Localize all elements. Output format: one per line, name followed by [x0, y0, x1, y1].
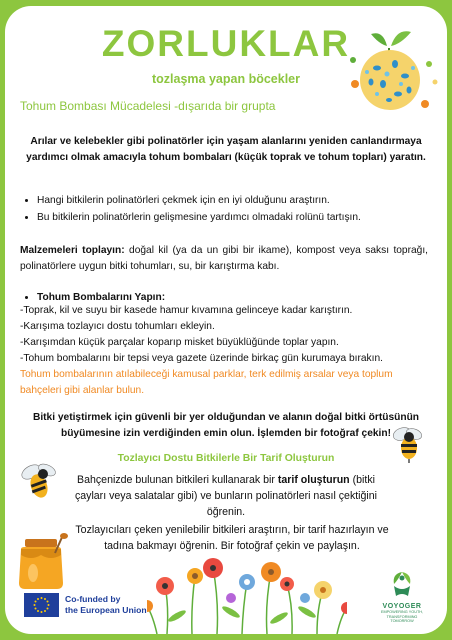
page-title: ZORLUKLAR	[101, 23, 351, 64]
eu-cofunded-logo	[24, 593, 147, 617]
materials-text: doğal kil (ya da un gibi bir ikame), kompost veya saksı toprağı, polinatörlere uygun bitki tohumları, su, bir karıştırma kabı.	[20, 245, 428, 272]
materials-label: Malzemeleri toplayın:	[20, 245, 125, 256]
list-item: • Bu bitkilerin polinatörlerin gelişmesine yardımcı olmadaki rolünü tartışın.	[37, 209, 437, 226]
step-item: -Tohum bombalarını bir tepsi veya gazete üzerinde birkaç gün kurumaya bırakın.	[20, 353, 383, 364]
partner-name: VOYOGER	[382, 603, 422, 610]
materials-paragraph	[20, 243, 428, 275]
step-item: -Karışıma tozlayıcı dostu tohumları ekleyin.	[20, 321, 215, 332]
step-item: -Karışımdan küçük parçalar koparıp misket büyüklüğünde toplar yapın.	[20, 337, 339, 348]
location-note: Tohum bombalarının atılabileceği kamusal parklar, terk edilmiş arsalar veya toplum bahçeleri gibi alanlar bulun.	[20, 369, 393, 396]
make-steps	[20, 303, 432, 399]
section-heading: Tohum Bombası Mücadelesi -dışarıda bir grupta	[20, 99, 276, 113]
partner-tagline: EMPOWERING YOUTH, TRANSFORMING TOMORROW	[380, 610, 424, 623]
honey-jar-icon	[13, 533, 73, 593]
eu-flag-icon	[24, 593, 59, 617]
eu-line-2: the European Union	[65, 605, 147, 615]
make-heading: • Tohum Bombalarını Yapın:	[37, 289, 437, 306]
recipe-heading: Tozlayıcı Dostu Bitkilerle Bir Tarif Oluşturun	[117, 453, 335, 464]
recipe-paragraph-2: Tozlayıcıları çeken yenilebilir bitkileri araştırın, bir tarif hazırlayın ve tadına bakmayı öğrenin. Bir fotoğraf çekin ve paylaşın.	[75, 524, 389, 552]
eu-text	[65, 594, 147, 616]
page-subtitle: tozlaşma yapan böcekler	[152, 72, 300, 86]
worksheet-card	[5, 6, 447, 634]
intro-text: Arılar ve kelebekler gibi polinatörler için yaşam alanlarını yeniden canlandırmaya yardımcı olmak amacıyla tohum bombaları (küçük toprak ve tohum topları) yaratın.	[26, 136, 426, 163]
safety-text: Bitki yetiştirmek için güvenli bir yer olduğundan ve alanın doğal bitki örtüsünün büyümesine izin verdiğinden emin olun. İşlemden bir fotoğraf çekin!	[32, 412, 420, 439]
recipe-text-bold: tarif oluşturun	[277, 474, 350, 486]
seed-bomb-illustration	[343, 24, 443, 114]
research-list	[17, 192, 437, 226]
bee-icon	[17, 460, 61, 502]
recipe-text-pre: Bahçenizde bulunan bitkileri kullanarak bir	[77, 474, 278, 486]
step-item: -Toprak, kil ve suyu bir kasede hamur kıvamına gelinceye kadar karıştırın.	[20, 305, 353, 316]
list-item: • Hangi bitkilerin polinatörleri çekmek için en iyi olduğunu araştırın.	[37, 192, 437, 209]
voyoger-emblem-icon	[388, 570, 416, 598]
recipe-paragraph-1	[61, 472, 391, 520]
eu-line-1: Co-funded by	[65, 594, 121, 604]
voyoger-logo	[379, 570, 425, 624]
recipe-text-post: (bitki çayları veya salatalar gibi) ve bunların polinatörleri nasıl çektiğini öğrenin.	[74, 474, 378, 518]
wildflowers-illustration	[147, 546, 347, 634]
